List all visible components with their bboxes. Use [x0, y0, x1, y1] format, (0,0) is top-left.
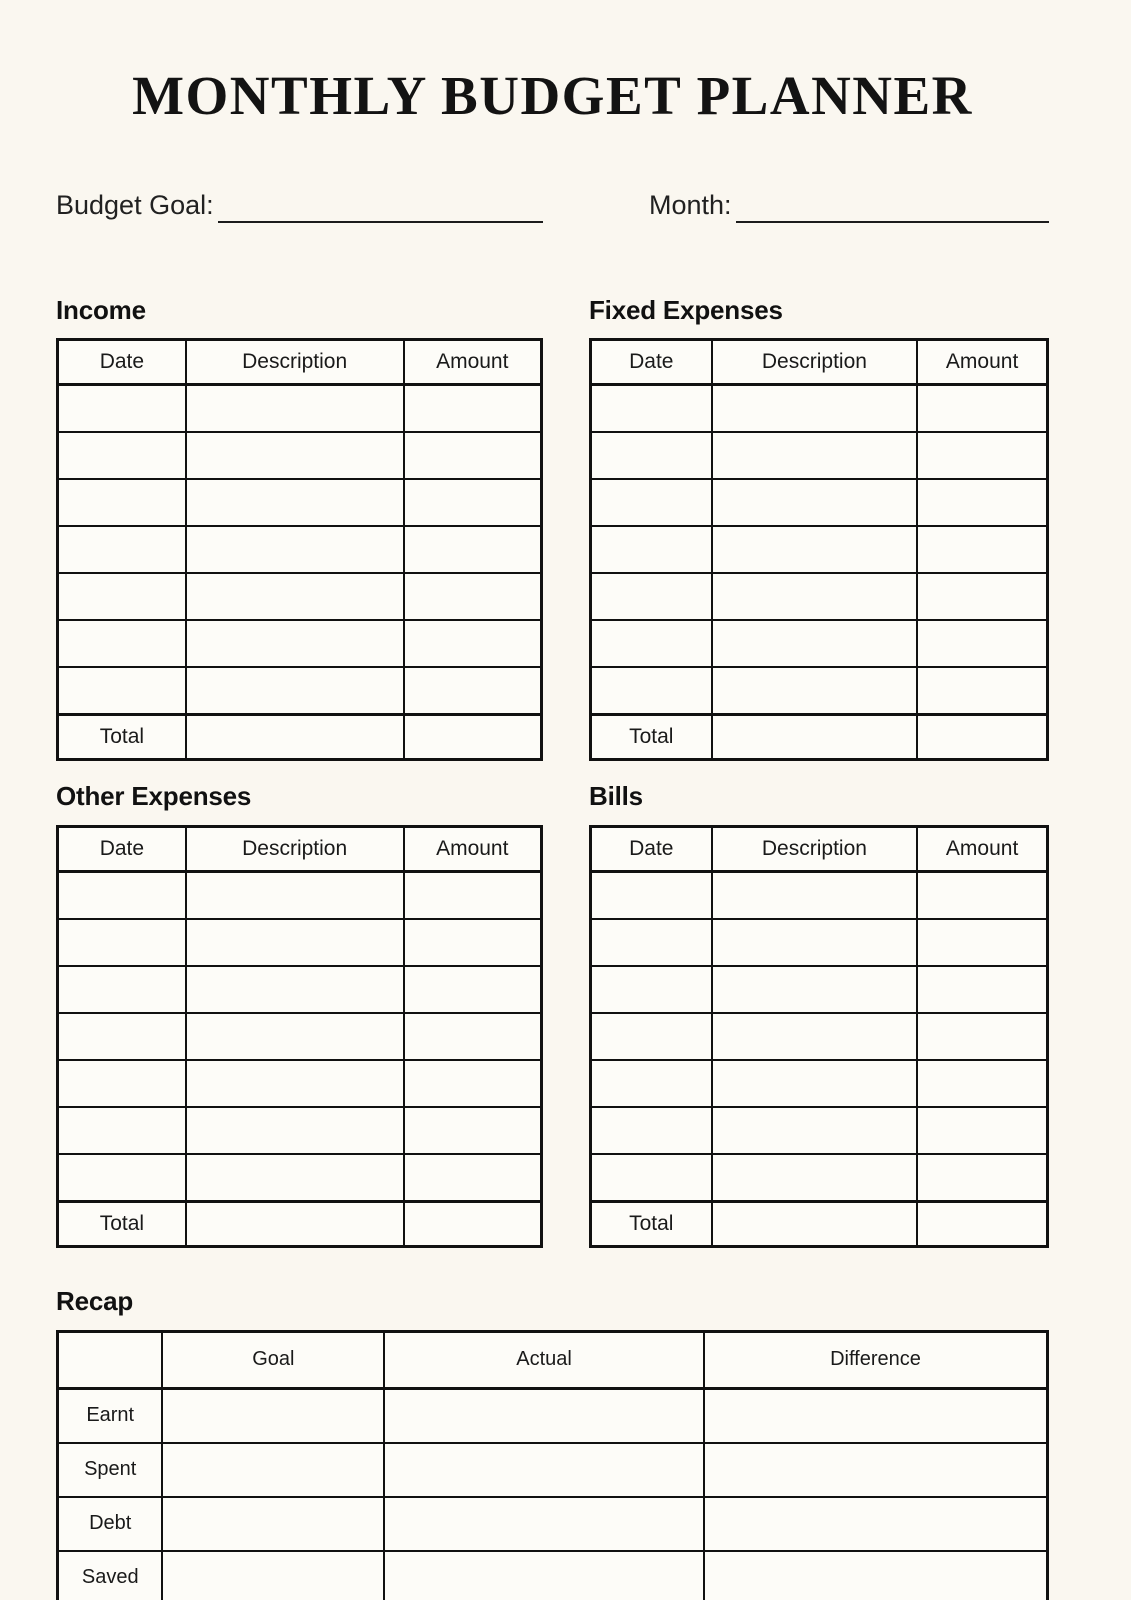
fixed-expenses-section: [589, 289, 1049, 762]
ledger-empty-row: [58, 432, 542, 479]
empty-cell: [591, 667, 712, 715]
empty-cell: [591, 919, 712, 966]
empty-cell: [917, 871, 1047, 919]
ledger-empty-row: [58, 1154, 542, 1202]
recap-empty-cell: [162, 1551, 384, 1600]
recap-empty-cell: [704, 1443, 1048, 1497]
empty-cell: [186, 620, 404, 667]
empty-cell: [404, 620, 542, 667]
empty-cell: [712, 573, 918, 620]
total-row: [58, 715, 542, 760]
empty-cell: [404, 479, 542, 526]
date-column-header: Date: [58, 340, 186, 385]
amount-column-header: Amount: [917, 826, 1047, 871]
table-header-row: [58, 340, 542, 385]
recap-table: [56, 1330, 1049, 1600]
description-column-header: Description: [712, 340, 918, 385]
empty-cell: [404, 966, 542, 1013]
total-description-cell: [186, 1201, 404, 1246]
empty-cell: [712, 871, 918, 919]
empty-cell: [58, 667, 186, 715]
empty-cell: [404, 667, 542, 715]
empty-cell: [917, 1107, 1047, 1154]
ledger-empty-row: [58, 1060, 542, 1107]
empty-cell: [591, 432, 712, 479]
difference-column-header: Difference: [704, 1331, 1048, 1388]
goal-column-header: Goal: [162, 1331, 384, 1388]
total-description-cell: [712, 1201, 918, 1246]
recap-empty-cell: [384, 1443, 704, 1497]
empty-cell: [186, 667, 404, 715]
recap-header-row: [58, 1331, 1048, 1388]
ledger-empty-row: [591, 1107, 1048, 1154]
empty-cell: [404, 1013, 542, 1060]
recap-row: [58, 1443, 1048, 1497]
empty-cell: [712, 667, 918, 715]
recap-section: [56, 1286, 1049, 1600]
empty-cell: [186, 919, 404, 966]
total-amount-cell: [917, 1201, 1047, 1246]
income-section: [56, 289, 543, 762]
ledger-empty-row: [591, 1154, 1048, 1202]
ledger-empty-row: [58, 1107, 542, 1154]
empty-cell: [58, 919, 186, 966]
empty-cell: [58, 526, 186, 573]
other-expenses-section: [56, 775, 543, 1248]
empty-cell: [591, 1060, 712, 1107]
recap-empty-cell: [704, 1497, 1048, 1551]
empty-cell: [917, 573, 1047, 620]
ledger-empty-row: [591, 620, 1048, 667]
budget-goal-field: [56, 179, 543, 223]
ledger-empty-row: [591, 966, 1048, 1013]
date-column-header: Date: [591, 826, 712, 871]
other-expenses-table: [56, 825, 543, 1248]
budget-goal-label: Budget Goal:: [56, 189, 214, 220]
empty-cell: [917, 620, 1047, 667]
empty-cell: [186, 1154, 404, 1202]
ledger-empty-row: [58, 1013, 542, 1060]
ledger-empty-row: [591, 667, 1048, 715]
ledger-empty-row: [58, 526, 542, 573]
total-row: [591, 715, 1048, 760]
empty-cell: [591, 966, 712, 1013]
description-column-header: Description: [712, 826, 918, 871]
empty-cell: [58, 1060, 186, 1107]
recap-empty-cell: [162, 1443, 384, 1497]
total-amount-cell: [404, 715, 542, 760]
ledger-empty-row: [591, 919, 1048, 966]
empty-cell: [186, 385, 404, 433]
empty-cell: [186, 1060, 404, 1107]
amount-column-header: Amount: [404, 340, 542, 385]
recap-section-title: Recap: [56, 1285, 134, 1316]
ledger-empty-row: [58, 871, 542, 919]
empty-cell: [404, 1060, 542, 1107]
ledger-empty-row: [591, 526, 1048, 573]
empty-cell: [712, 919, 918, 966]
recap-empty-cell: [384, 1497, 704, 1551]
empty-cell: [58, 573, 186, 620]
empty-cell: [404, 1107, 542, 1154]
ledger-empty-row: [58, 667, 542, 715]
empty-cell: [186, 871, 404, 919]
month-input-line: [736, 187, 1049, 223]
recap-empty-cell: [384, 1551, 704, 1600]
empty-cell: [58, 1107, 186, 1154]
empty-cell: [591, 1013, 712, 1060]
empty-cell: [186, 1013, 404, 1060]
empty-cell: [404, 871, 542, 919]
empty-cell: [712, 479, 918, 526]
total-label: Total: [58, 1201, 186, 1246]
empty-cell: [591, 1107, 712, 1154]
total-label: Total: [58, 715, 186, 760]
empty-cell: [404, 526, 542, 573]
fixed-expenses-table: [589, 338, 1049, 761]
bills-section-title: Bills: [589, 781, 643, 812]
empty-cell: [917, 479, 1047, 526]
ledger-empty-row: [591, 432, 1048, 479]
empty-cell: [58, 871, 186, 919]
recap-row: [58, 1551, 1048, 1600]
bills-table: [589, 825, 1049, 1248]
ledger-empty-row: [591, 573, 1048, 620]
recap-row-label: Saved: [58, 1551, 163, 1600]
empty-cell: [917, 1060, 1047, 1107]
ledger-empty-row: [58, 620, 542, 667]
month-label: Month:: [649, 189, 732, 220]
ledger-empty-row: [58, 919, 542, 966]
fill-in-fields-row: [56, 179, 1049, 223]
empty-cell: [58, 620, 186, 667]
fixed-expenses-section-title: Fixed Expenses: [589, 294, 783, 325]
empty-cell: [404, 432, 542, 479]
empty-cell: [591, 620, 712, 667]
recap-empty-cell: [704, 1551, 1048, 1600]
recap-empty-cell: [704, 1388, 1048, 1443]
empty-cell: [58, 432, 186, 479]
page-title: MONTHLY BUDGET PLANNER: [132, 65, 973, 126]
empty-cell: [591, 1154, 712, 1202]
amount-column-header: Amount: [917, 340, 1047, 385]
empty-cell: [186, 526, 404, 573]
empty-cell: [404, 385, 542, 433]
empty-cell: [186, 432, 404, 479]
empty-cell: [917, 1154, 1047, 1202]
empty-cell: [58, 1013, 186, 1060]
table-header-row: [58, 826, 542, 871]
empty-cell: [917, 667, 1047, 715]
empty-cell: [712, 1154, 918, 1202]
total-label: Total: [591, 715, 712, 760]
total-description-cell: [712, 715, 918, 760]
table-header-row: [591, 826, 1048, 871]
date-column-header: Date: [591, 340, 712, 385]
empty-cell: [712, 1013, 918, 1060]
month-field: [589, 179, 1049, 223]
empty-cell: [58, 479, 186, 526]
empty-cell: [58, 966, 186, 1013]
empty-cell: [712, 385, 918, 433]
total-amount-cell: [404, 1201, 542, 1246]
empty-cell: [591, 573, 712, 620]
income-section-title: Income: [56, 294, 146, 325]
empty-cell: [404, 573, 542, 620]
empty-cell: [917, 1013, 1047, 1060]
ledger-empty-row: [58, 385, 542, 433]
ledger-empty-row: [591, 385, 1048, 433]
ledger-empty-row: [58, 966, 542, 1013]
empty-cell: [712, 966, 918, 1013]
empty-cell: [591, 385, 712, 433]
empty-cell: [591, 479, 712, 526]
actual-column-header: Actual: [384, 1331, 704, 1388]
income-table: [56, 338, 543, 761]
budget-goal-input-line: [218, 187, 543, 223]
empty-cell: [404, 1154, 542, 1202]
amount-column-header: Amount: [404, 826, 542, 871]
empty-cell: [58, 1154, 186, 1202]
ledger-sections-grid: [56, 289, 1131, 1262]
description-column-header: Description: [186, 340, 404, 385]
empty-cell: [712, 526, 918, 573]
empty-cell: [917, 966, 1047, 1013]
recap-empty-cell: [162, 1497, 384, 1551]
empty-cell: [917, 919, 1047, 966]
total-label: Total: [591, 1201, 712, 1246]
total-row: [591, 1201, 1048, 1246]
date-column-header: Date: [58, 826, 186, 871]
empty-cell: [712, 432, 918, 479]
ledger-empty-row: [591, 1060, 1048, 1107]
total-amount-cell: [917, 715, 1047, 760]
bills-section: [589, 775, 1049, 1248]
empty-cell: [712, 620, 918, 667]
empty-cell: [591, 871, 712, 919]
recap-row-label: Spent: [58, 1443, 163, 1497]
recap-row: [58, 1388, 1048, 1443]
ledger-empty-row: [58, 573, 542, 620]
recap-empty-cell: [162, 1388, 384, 1443]
recap-row-label: Debt: [58, 1497, 163, 1551]
recap-row: [58, 1497, 1048, 1551]
empty-cell: [591, 526, 712, 573]
recap-empty-cell: [384, 1388, 704, 1443]
ledger-empty-row: [591, 479, 1048, 526]
description-column-header: Description: [186, 826, 404, 871]
empty-cell: [186, 573, 404, 620]
recap-corner-cell: [58, 1331, 163, 1388]
empty-cell: [917, 432, 1047, 479]
total-row: [58, 1201, 542, 1246]
total-description-cell: [186, 715, 404, 760]
empty-cell: [712, 1107, 918, 1154]
other-expenses-section-title: Other Expenses: [56, 781, 252, 812]
ledger-empty-row: [58, 479, 542, 526]
empty-cell: [712, 1060, 918, 1107]
ledger-empty-row: [591, 871, 1048, 919]
recap-row-label: Earnt: [58, 1388, 163, 1443]
table-header-row: [591, 340, 1048, 385]
empty-cell: [404, 919, 542, 966]
empty-cell: [917, 385, 1047, 433]
empty-cell: [58, 385, 186, 433]
empty-cell: [917, 526, 1047, 573]
empty-cell: [186, 966, 404, 1013]
empty-cell: [186, 1107, 404, 1154]
empty-cell: [186, 479, 404, 526]
ledger-empty-row: [591, 1013, 1048, 1060]
